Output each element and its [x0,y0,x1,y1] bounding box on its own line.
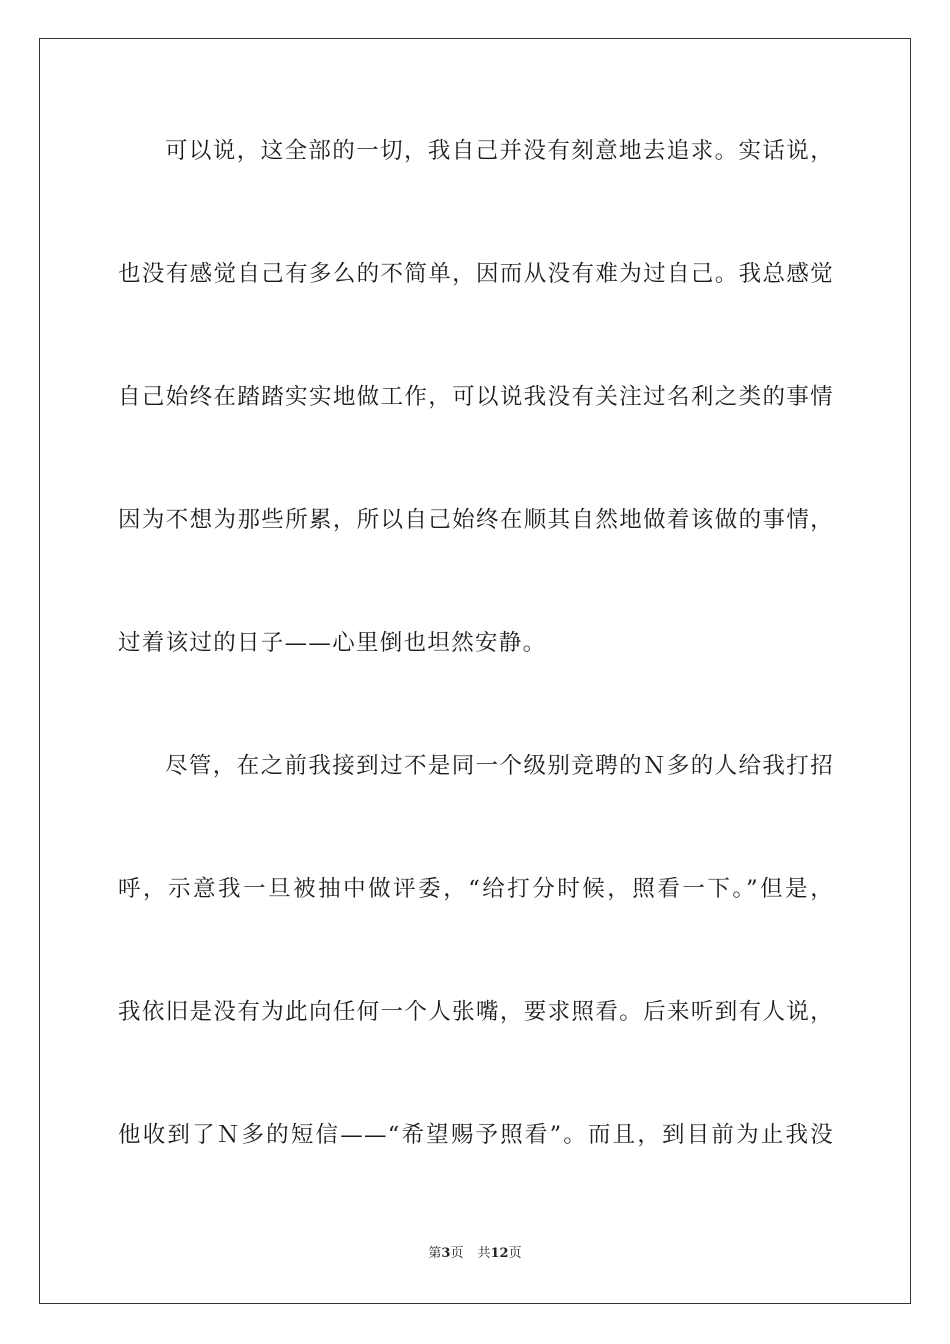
page-prefix: 第 [428,1246,442,1261]
paragraph-2-line-3: 我依旧是没有为此向任何一个人张嘴，要求照看。后来听到有人说， [118,999,834,1025]
total-suffix: 页 [508,1246,522,1261]
paragraph-1-line-2: 也没有感觉自己有多么的不简单，因而从没有难为过自己。我总感觉 [118,261,834,287]
total-prefix: 共 [477,1246,491,1261]
paragraph-2-line-1: 尽管，在之前我接到过不是同一个级别竞聘的Ｎ多的人给我打招 [165,753,834,779]
page-footer [0,1245,950,1263]
total-pages: 12 [490,1246,509,1261]
paragraph-1-line-3: 自己始终在踏踏实实地做工作，可以说我没有关注过名利之类的事情 [118,384,834,410]
paragraph-1-line-1: 可以说，这全部的一切，我自己并没有刻意地去追求。实话说， [165,138,834,164]
paragraph-2-line-2: 呼，示意我一旦被抽中做评委，“给打分时候，照看一下。”但是， [118,876,834,902]
paragraph-1-line-4: 因为不想为那些所累，所以自己始终在顺其自然地做着该做的事情， [118,507,834,533]
page-number: 3 [441,1246,451,1261]
page-border [39,38,911,1304]
page-suffix: 页 [450,1246,464,1261]
paragraph-2-line-4: 他收到了Ｎ多的短信——“希望赐予照看”。而且，到目前为止我没 [118,1122,834,1148]
paragraph-1-line-5: 过着该过的日子——心里倒也坦然安静。 [118,630,547,656]
